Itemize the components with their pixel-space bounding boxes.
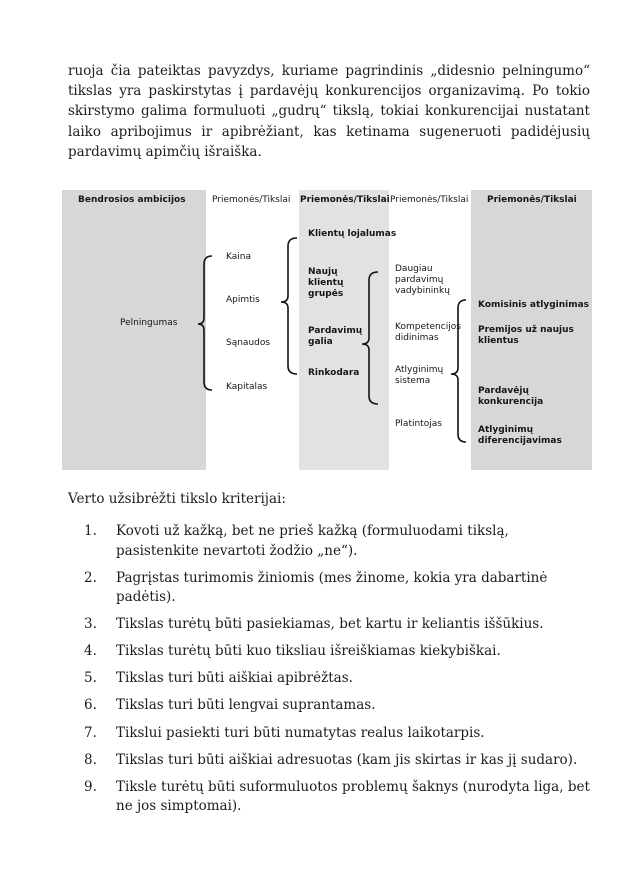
criteria-heading: Verto užsibrėžti tikslo kriterijai: bbox=[68, 491, 286, 507]
header-bendrosios-ambicijos: Bendrosios ambicijos bbox=[78, 195, 186, 205]
criteria-item-text: Kovoti už kažką, bet ne prieš kažką (formuluodami tikslą, pasistenkite nevartoti žodžio „ne“). bbox=[116, 523, 509, 559]
node-pardavimu-galia: Pardavimų galia bbox=[308, 326, 363, 347]
criteria-list bbox=[84, 522, 590, 824]
header-priemones-tikslai-2: Priemonės/Tikslai bbox=[300, 195, 390, 205]
criteria-item-number: 6. bbox=[84, 697, 97, 714]
node-kapitalas: Kapitalas bbox=[226, 382, 268, 392]
intro-paragraph: ruoja čia pateiktas pavyzdys, kuriame pagrindinis „didesnio pelningumo“ tikslas yra paskirstytas į pardavėjų konkurencijos organizavimą. Po tokio skirstymo galima formuluoti „gudrų“ tikslą, tokiai konkurencijai nustatant laiko apribojimus ir apibrėžiant, kas ketinama sugeneruoti padidėjusių pardavimų apimčių išraiška. bbox=[68, 63, 590, 160]
criteria-item bbox=[84, 751, 590, 771]
criteria-item bbox=[84, 522, 590, 561]
node-atlyginimu-sistema: Atlyginimų sistema bbox=[395, 365, 444, 386]
criteria-item bbox=[84, 696, 590, 716]
node-apimtis: Apimtis bbox=[226, 295, 260, 305]
node-pardaveju-konkurencija: Pardavėjų konkurencija bbox=[478, 386, 544, 407]
criteria-item-number: 2. bbox=[84, 569, 97, 586]
node-klientu-lojalumas: Klientų lojalumas bbox=[308, 229, 397, 239]
node-kompetencijos-didinimas: Kompetencijos didinimas bbox=[395, 322, 461, 343]
criteria-item bbox=[84, 569, 590, 608]
bracket-apimtis bbox=[281, 238, 297, 374]
criteria-item-text: Tikslas turėtų būti pasiekiamas, bet kartu ir keliantis iššūkius. bbox=[116, 616, 544, 633]
criteria-item-number: 1. bbox=[84, 523, 97, 539]
bracket-pelningumas bbox=[198, 256, 212, 390]
criteria-item-text: Tikslas turi būti aiškiai apibrėžtas. bbox=[116, 670, 353, 687]
criteria-item-number: 7. bbox=[84, 724, 97, 741]
criteria-item-text: Tiksle turėtų būti suformuluotos problemų šaknys (nurodyta liga, bet ne jos simptomai). bbox=[116, 778, 590, 815]
header-priemones-tikslai-3: Priemonės/Tikslai bbox=[390, 195, 469, 205]
criteria-item bbox=[84, 778, 590, 817]
node-premijos-uz-naujus-klientus: Premijos už naujus klientus bbox=[478, 325, 574, 346]
criteria-item-number: 9. bbox=[84, 778, 97, 795]
node-rinkodara: Rinkodara bbox=[308, 368, 360, 378]
node-kaina: Kaina bbox=[226, 252, 251, 262]
criteria-item bbox=[84, 669, 590, 689]
criteria-item-number: 5. bbox=[84, 670, 97, 687]
criteria-item-text: Tikslas turėtų būti kuo tiksliau išreiškiamas kiekybiškai. bbox=[116, 643, 501, 660]
criteria-item-text: Tikslui pasiekti turi būti numatytas realus laikotarpis. bbox=[116, 724, 485, 741]
criteria-item-number: 3. bbox=[84, 616, 97, 633]
node-platintojas: Platintojas bbox=[395, 419, 442, 429]
criteria-item-number: 8. bbox=[84, 751, 97, 768]
node-sanaudos: Sąnaudos bbox=[226, 338, 271, 348]
header-priemones-tikslai-1: Priemonės/Tikslai bbox=[212, 195, 291, 205]
node-daugiau-pardavimu-vadybininku: Daugiau pardavimų vadybininkų bbox=[395, 264, 450, 296]
node-komisinis-atlyginimas: Komisinis atlyginimas bbox=[478, 300, 590, 310]
criteria-item bbox=[84, 615, 590, 635]
node-pelningumas: Pelningumas bbox=[120, 318, 178, 328]
goal-breakdown-diagram bbox=[62, 190, 592, 470]
criteria-item bbox=[84, 724, 590, 744]
criteria-item-text: Tikslas turi būti aiškiai adresuotas (kam jis skirtas ir kas jį sudaro). bbox=[116, 751, 578, 768]
header-priemones-tikslai-4: Priemonės/Tikslai bbox=[487, 195, 577, 205]
criteria-item-text: Pagrįstas turimomis žiniomis (mes žinome, kokia yra dabartinė padėtis). bbox=[116, 569, 548, 606]
criteria-item bbox=[84, 642, 590, 662]
criteria-item-text: Tikslas turi būti lengvai suprantamas. bbox=[116, 697, 376, 714]
node-nauju-klientu-grupes: Naujų klientų grupės bbox=[308, 267, 344, 299]
node-atlyginimu-diferencijavimas: Atlyginimų diferencijavimas bbox=[478, 425, 562, 446]
criteria-item-number: 4. bbox=[84, 643, 97, 660]
